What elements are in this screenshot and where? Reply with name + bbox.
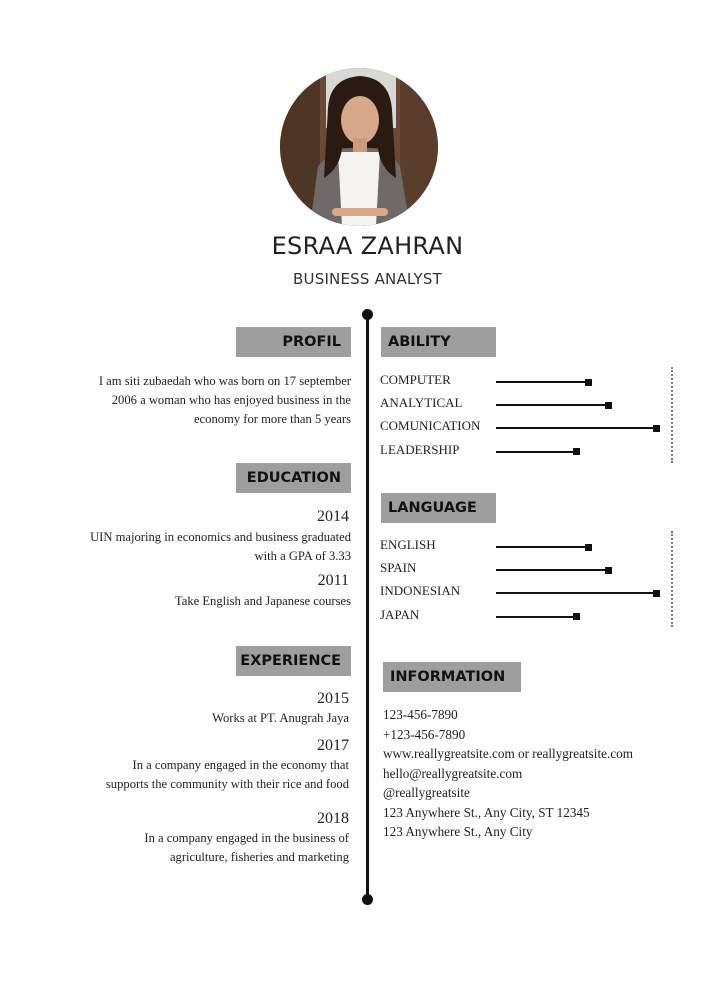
education-line: with a GPA of 3.33 [254, 549, 351, 563]
language-list [380, 537, 680, 637]
email: hello@reallygreatsite.com [383, 765, 523, 781]
language-skill-row [380, 560, 680, 578]
timeline-line [366, 313, 369, 900]
experience-entry [40, 756, 349, 794]
language-skill-row [380, 583, 680, 601]
ability-skill-label: LEADERSHIP [380, 441, 460, 457]
ability-skill-label: COMUNICATION [380, 418, 481, 434]
language-skill-label: ENGLISH [380, 537, 436, 552]
language-skill-label: SPAIN [380, 560, 417, 576]
address-full: 123 Anywhere St., Any City, ST 12345 [383, 804, 590, 820]
language-skill-marker [585, 544, 592, 551]
language-skill-label: INDONESIAN [380, 583, 461, 599]
phone-secondary: +123-456-7890 [383, 726, 466, 742]
information-list [383, 705, 693, 842]
ability-skill-bar [496, 381, 589, 383]
language-skill-marker [573, 613, 580, 620]
experience-year: 2017 [317, 737, 349, 754]
language-skill-label: JAPAN [380, 606, 420, 622]
experience-line: In a company engaged in the economy that [132, 758, 349, 772]
education-line: UIN majoring in economics and business graduated [90, 530, 351, 544]
education-heading: EDUCATION [236, 463, 351, 493]
education-entry [40, 528, 351, 566]
ability-skill-marker [605, 402, 612, 409]
ability-skill-row [380, 418, 680, 436]
education-year: 2014 [317, 508, 349, 525]
profil-line: 2006 a woman who has enjoyed business in the [111, 393, 351, 407]
timeline-top-dot [362, 309, 373, 320]
education-year: 2011 [317, 572, 349, 589]
ability-skill-row [380, 372, 680, 390]
ability-skill-bar [496, 451, 577, 453]
profil-text [40, 372, 351, 429]
language-skill-bar [496, 546, 589, 548]
education-entry [40, 592, 351, 611]
experience-entry [40, 709, 349, 728]
language-skill-bar [496, 569, 609, 571]
social-handle: @reallygreatsite [383, 785, 470, 800]
language-skill-bar [496, 616, 577, 618]
ability-skill-row [380, 395, 680, 413]
experience-heading: EXPERIENCE [236, 646, 351, 676]
website: www.reallygreatsite.com or reallygreatsite.com [383, 746, 633, 761]
timeline-bottom-dot [362, 894, 373, 905]
ability-skill-bar [496, 427, 657, 429]
profile-photo [280, 68, 438, 226]
ability-skill-marker [585, 379, 592, 386]
phone-primary: 123-456-7890 [383, 707, 458, 722]
experience-line: supports the community with their rice and food [105, 777, 349, 791]
ability-skill-label: ANALYTICAL [380, 395, 463, 411]
information-heading: INFORMATION [383, 662, 521, 692]
experience-year: 2015 [317, 690, 349, 707]
profil-heading: PROFIL [236, 327, 351, 357]
language-skill-row [380, 607, 680, 625]
experience-year: 2018 [317, 810, 349, 827]
education-line: Take English and Japanese courses [174, 594, 351, 608]
language-skill-marker [605, 567, 612, 574]
language-heading: LANGUAGE [381, 493, 496, 523]
ability-skill-label: COMPUTER [380, 372, 451, 387]
experience-entry [40, 829, 349, 867]
address-short: 123 Anywhere St., Any City [383, 824, 533, 839]
language-skill-marker [653, 590, 660, 597]
job-title: BUSINESS ANALYST [293, 270, 442, 288]
language-skill-bar [496, 592, 657, 594]
person-name: ESRAA ZAHRAN [271, 232, 464, 260]
language-skill-row [380, 537, 680, 555]
profil-line: economy for more than 5 years [193, 412, 351, 426]
ability-skill-marker [653, 425, 660, 432]
experience-line: agriculture, fisheries and marketing [169, 850, 349, 864]
profil-line: I am siti zubaedah who was born on 17 september [98, 374, 351, 388]
ability-list [380, 372, 680, 472]
experience-line: Works at PT. Anugrah Jaya [212, 711, 349, 725]
ability-skill-row [380, 442, 680, 460]
ability-skill-marker [573, 448, 580, 455]
ability-heading: ABILITY [381, 327, 496, 357]
experience-line: In a company engaged in the business of [144, 831, 349, 845]
ability-skill-bar [496, 404, 609, 406]
